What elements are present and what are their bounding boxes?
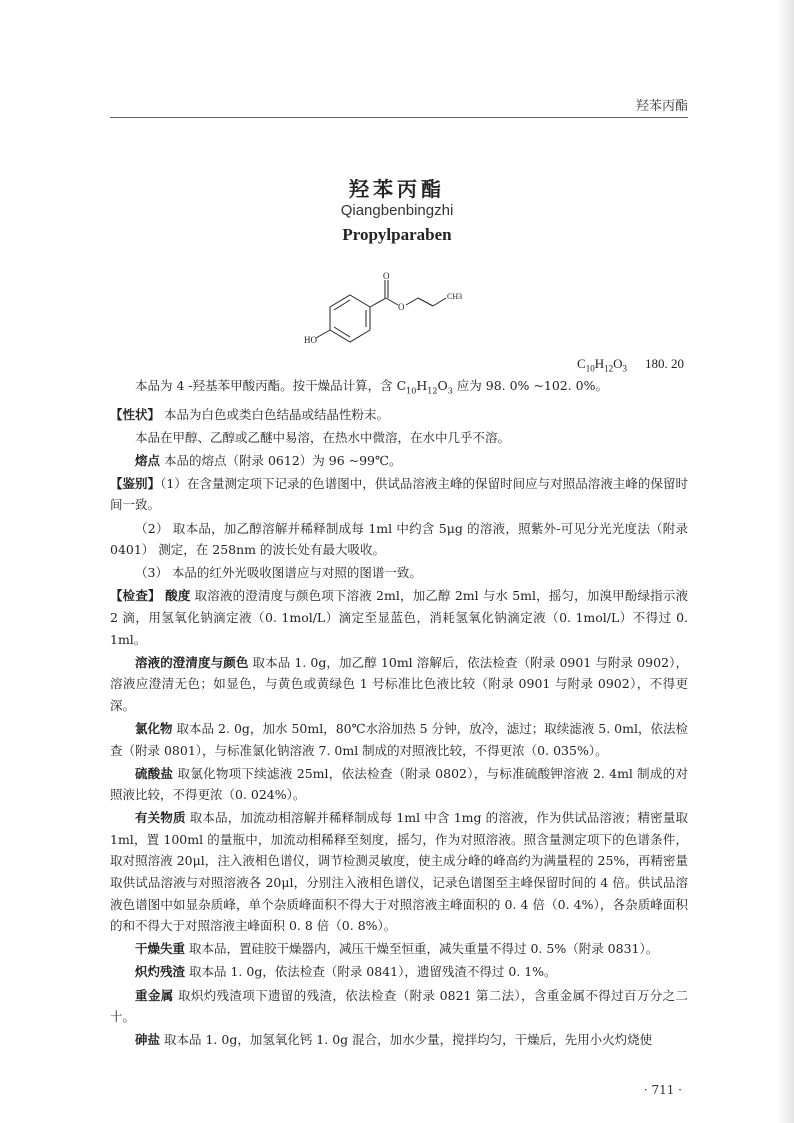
sulfate-heading: 硫酸盐 [135,765,174,781]
bond-ch2-ch2 [418,298,433,306]
bond-c-o [386,298,398,305]
identification-item-2: （2） 取本品，加乙醇溶解并稀释制成每 1ml 中约含 5μg 的溶液，照紫外-可见分光光度法（附录 0401） 测定，在 258nm 的波长处有最大吸收。 [110,520,688,558]
identification-item-1: 【鉴别】（1）在含量测定项下记录的色谱图中，供试品溶液主峰的保留时间应与对照品溶液主峰的保留时间一致。 [110,475,688,513]
benzene-ring [330,295,370,342]
label-ester-o: O [398,302,405,312]
title-pinyin: Qiangbenbingzhi [340,202,454,219]
label-carbonyl-o: O [383,271,390,281]
molecular-formula: $C_{10}H_{12}O_3$ 180. 20 [577,356,684,374]
title-english: Propylparaben [342,225,452,244]
chloride-heading: 氯化物 [135,720,173,736]
acidity-heading: 酸度 [160,588,191,604]
tests-heading: 【检查】 [110,588,161,604]
sulfate-paragraph: 硫酸盐 取氯化物项下续滤液 25ml，依法检查（附录 0802），与标准硫酸钾溶液 2. 4ml 制成的对照液比较，不得更浓（0. 024%）。 [110,765,688,803]
label-ch3: CH3 [447,292,463,301]
heavy-metals-heading: 重金属 [135,987,174,1003]
header-rule [110,117,688,118]
heavy-metals-paragraph: 重金属 取炽灼残渣项下遗留的残渣，依法检查（附录 0821 第二法），含重金属不得过百万分之二十。 [110,987,688,1025]
identification-heading: 【鉴别】 [110,475,161,491]
clarity-heading: 溶液的澄清度与颜色 [135,654,249,670]
chloride-paragraph: 氯化物 取本品 2. 0g，加水 50ml，80℃水浴加热 5 分钟，放冷，滤过；取续滤液 5. 0ml，依法检查（附录 0801），与标准氯化钠溶液 7. 0ml 制成的对照液比较，不得更浓（0. 035%）。 [110,720,688,758]
monograph-body [110,375,688,1052]
bond-ring-carbonyl [370,298,386,307]
intro-paragraph: 本品为 4 -羟基苯甲酸丙酯。按干燥品计算，含 $C_{10}H_{12}O_3$ 应为 98. 0% ~102. 0%。 [135,378,609,396]
ring-double-bond-c [334,327,350,337]
bond-ch2-ch3 [433,298,446,306]
bond-o-ch2 [406,298,418,305]
residue-on-ignition-paragraph: 炽灼残渣 取本品 1. 0g，依法检查（附录 0841），遗留残渣不得过 0. 1%。 [135,964,557,980]
clarity-paragraph: 溶液的澄清度与颜色 取本品 1. 0g，加乙醇 10ml 溶解后，依法检查（附录 0901 与附录 0902），溶液应澄清无色；如显色，与黄色或黄绿色 1 号标准比色液比较（附录 0901 与附录 0902），不得更深。 [110,654,688,713]
title-chinese: 羟苯丙酯 [349,177,445,201]
related-substances-heading: 有关物质 [135,810,186,826]
properties-heading: 【性状】 [110,406,161,422]
loss-on-drying-heading: 干燥失重 [135,941,186,957]
solubility-paragraph: 本品在甲醇、乙醇或乙醚中易溶，在热水中微溶，在水中几乎不溶。 [135,429,511,445]
scan-edge-shadow [776,0,794,1123]
melting-point-heading: 熔点 [135,452,161,468]
bond-ring-oh [316,330,330,338]
melting-point-paragraph: 熔点 本品的熔点（附录 0612）为 96 ~99℃。 [135,452,402,468]
structural-formula [298,268,498,358]
arsenic-paragraph: 砷盐 取本品 1. 0g，加氢氧化钙 1. 0g 混合，加水少量，搅拌均匀，干燥后，先用小火灼烧使 [135,1032,653,1048]
running-head: 羟苯丙酯 [635,99,688,114]
page-number: · 711 · [643,1083,682,1097]
molecular-weight: 180. 20 [645,356,684,371]
arsenic-heading: 砷盐 [135,1032,161,1048]
residue-on-ignition-heading: 炽灼残渣 [135,964,186,980]
loss-on-drying-paragraph: 干燥失重 取本品，置硅胶干燥器内，减压干燥至恒重，减失重量不得过 0. 5%（附录 0831）。 [135,941,659,957]
label-ho: HO [304,335,317,345]
acidity-paragraph: 【检查】 酸度 取溶液的澄清度与颜色项下溶液 2ml，加乙醇 2ml 与水 5ml，摇匀，加溴甲酚绿指示液 2 滴，用氢氧化钠滴定液（0. 1mol/L）滴定至显蓝色，消耗氢氧化钠滴定液（0. 1mol/L）不得过 0. 1ml。 [110,588,688,647]
ring-double-bond-a [334,300,350,310]
related-substances-paragraph: 有关物质 取本品，加流动相溶解并稀释制成每 1ml 中含 1mg 的溶液，作为供试品溶液；精密量取 1ml，置 100ml 的量瓶中，加流动相稀释至刻度，摇匀，作为对照溶液。照含量测定项下的色谱条件，取对照溶液 20μl，注入液相色谱仪，调节检测灵敏度，使主成分峰的峰高约为满量程的 25%，再精密量取供试品溶液与对照溶液各 20μl，分别注入液相色谱仪，记录色谱图至主峰保留时间的 4 倍。供试品溶液色谱图中如显杂质峰，单个杂质峰面积不得大于对照溶液主峰面积的 0. 4 倍（0. 4%），各杂质峰面积的和不得大于对照溶液主峰面积 0. 8 倍（0. 8%）。 [110,810,688,934]
properties-paragraph: 【性状】 本品为白色或类白色结晶或结晶性粉末。 [110,406,389,422]
identification-item-3: （3） 本品的红外光吸收图谱应与对照的图谱一致。 [135,565,422,581]
